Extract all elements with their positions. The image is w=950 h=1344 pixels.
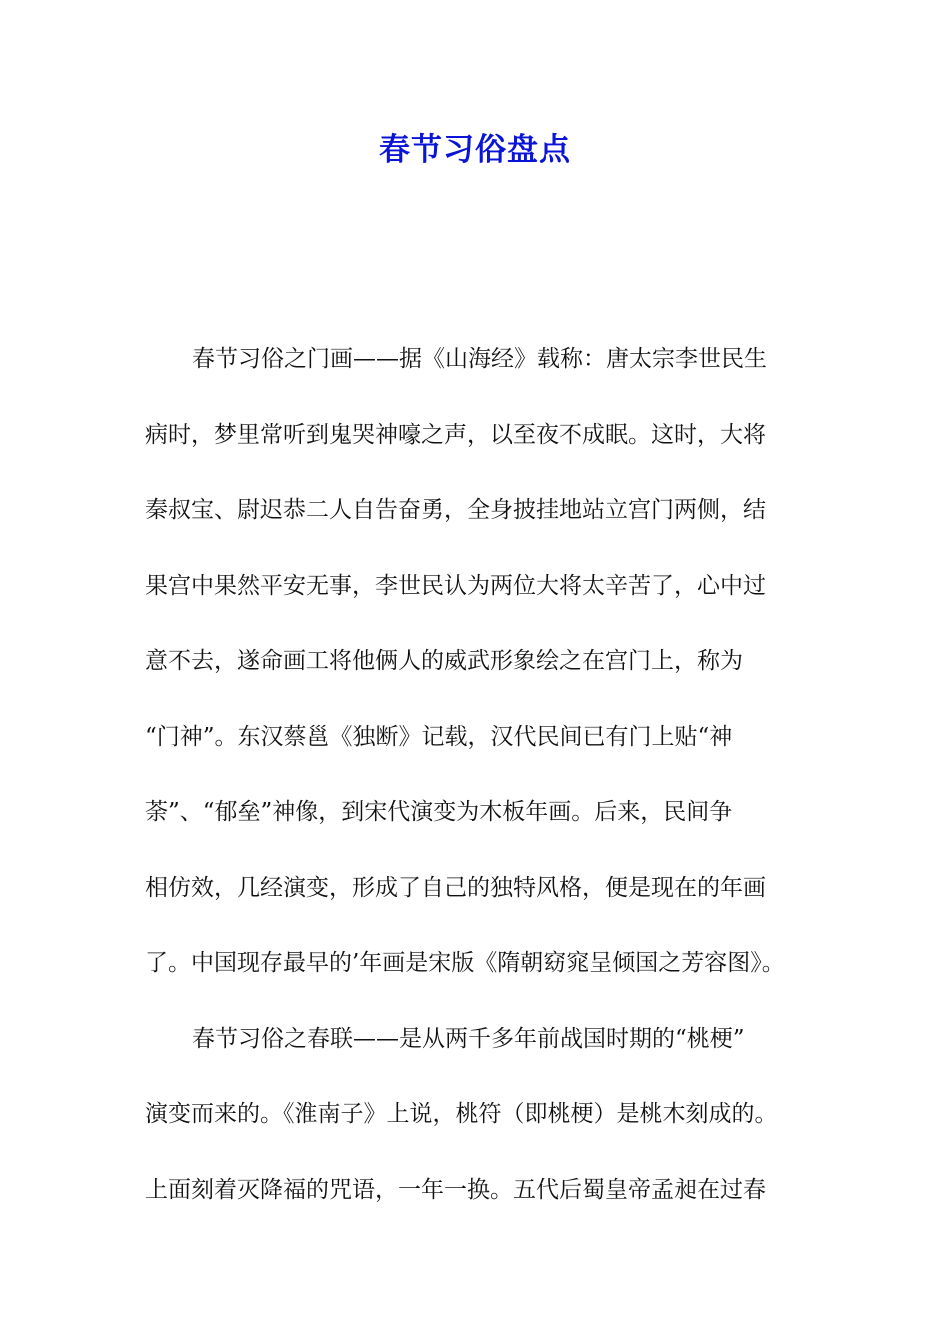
- paragraph-2-line-3: 上面刻着灭降福的咒语，一年一换。五代后蜀皇帝孟昶在过春: [145, 1176, 766, 1203]
- paragraph-1-line-2: 病时，梦里常听到鬼哭神嚎之声，以至夜不成眠。这时，大将: [145, 421, 766, 448]
- paragraph-1-line-1: 春节习俗之门画——据《山海经》载称：唐太宗李世民生: [192, 346, 767, 372]
- paragraph-1-line-8: 相仿效，几经演变，形成了自己的独特风格，便是现在的年画: [145, 874, 766, 901]
- document-body: [145, 337, 835, 1243]
- paragraph-2-line-2: 演变而来的。《淮南子》上说，桃符（即桃梗）是桃木刻成的。: [145, 1101, 778, 1127]
- paragraph-1-line-4: 果宫中果然平安无事，李世民认为两位大将太辛苦了，心中过: [145, 572, 766, 599]
- paragraph-1-line-3: 秦叔宝、尉迟恭二人自告奋勇，全身披挂地站立宫门两侧，结: [145, 497, 766, 523]
- document-title: 春节习俗盘点: [379, 132, 571, 168]
- paragraph-1-line-7: 荼”、“郁垒”神像，到宋代演变为木板年画。后来，民间争: [145, 799, 733, 825]
- paragraph-2-line-1: 春节习俗之春联——是从两千多年前战国时期的“桃梗”: [192, 1025, 745, 1052]
- paragraph-1-line-6: “门神”。东汉蔡邕《独断》记载，汉代民间已有门上贴“神: [145, 723, 733, 750]
- paragraph-1-line-9: 了。中国现存最早的’年画是宋版《隋朝窈窕呈倾国之芳容图》。: [145, 950, 785, 976]
- paragraph-1-line-5: 意不去，遂命画工将他俩人的威武形象绘之在宫门上，称为: [145, 648, 743, 674]
